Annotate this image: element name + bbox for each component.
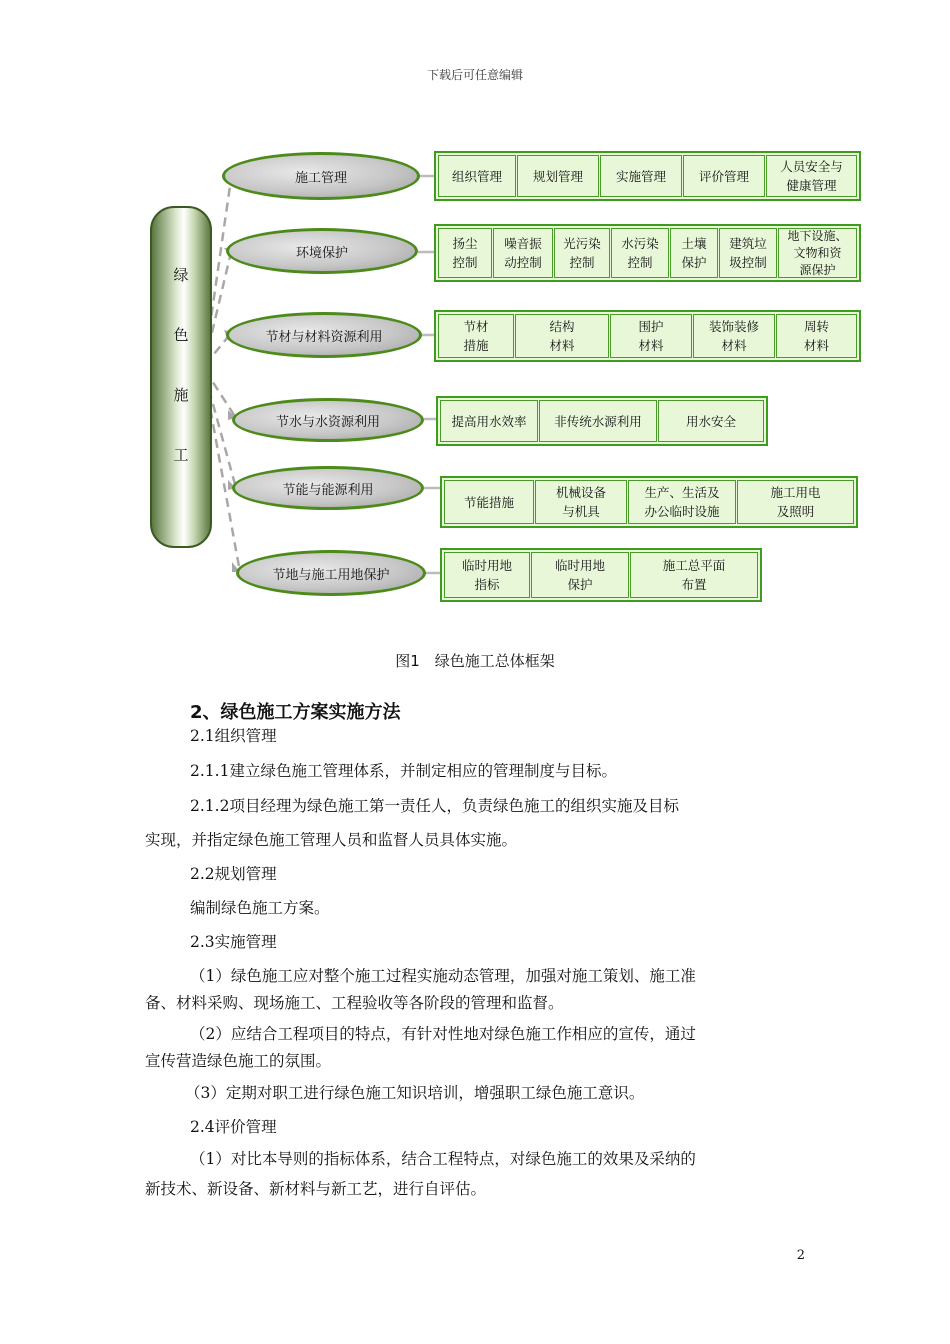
item-box: 光污染 控制 [554,228,610,278]
branch-land-saving [236,550,426,596]
item-box: 实施管理 [600,155,682,197]
item-box: 施工总平面 布置 [630,552,758,598]
branch-items-row [440,548,762,602]
item-box: 评价管理 [683,155,765,197]
root-char: 绿 [173,266,189,284]
item-box: 施工用电 及照明 [737,480,854,524]
item-box: 生产、生活及 办公临时设施 [628,480,736,524]
branch-label: 环境保护 [295,245,348,261]
paragraph: 2.1.2项目经理为绿色施工第一责任人，负责绿色施工的组织实施及目标 [190,797,679,815]
item-box: 节材 措施 [438,314,514,358]
item-box: 地下设施、 文物和资 源保护 [778,228,857,278]
figure-caption: 图1 绿色施工总体框架 [395,652,555,670]
framework-diagram [0,0,950,640]
page-header: 下载后可任意编辑 [426,68,523,82]
paragraph: 宣传营造绿色施工的氛围。 [145,1052,332,1070]
branch-construction-management [222,152,420,200]
item-box: 用水安全 [658,400,764,442]
branch-label: 施工管理 [294,170,347,186]
item-box: 组织管理 [438,155,516,197]
branch-material-saving [226,312,422,358]
item-box: 人员安全与 健康管理 [766,155,857,197]
item-box: 临时用地 保护 [531,552,629,598]
page-number: 2 [796,1248,805,1263]
item-box: 非传统水源利用 [539,400,657,442]
subheading: 2.2规划管理 [190,865,277,883]
branch-environmental-protection [226,228,418,274]
subheading: 2.3实施管理 [190,933,277,951]
root-char: 工 [173,446,189,464]
paragraph: （1）对比本导则的指标体系，结合工程特点，对绿色施工的效果及采纳的 [190,1150,696,1168]
branch-water-saving [232,398,424,442]
branch-items-row [434,310,861,362]
branch-items-row [436,396,768,446]
item-box: 结构 材料 [515,314,609,358]
paragraph: 编制绿色施工方案。 [190,899,330,917]
item-box: 周转 材料 [776,314,857,358]
branch-items-row [434,224,861,282]
item-box: 扬尘 控制 [438,228,492,278]
branch-energy-saving [232,466,424,510]
item-box: 临时用地 指标 [444,552,530,598]
root-char: 色 [173,326,189,344]
item-box: 围护 材料 [610,314,692,358]
branch-label: 节地与施工用地保护 [272,567,390,583]
item-box: 机械设备 与机具 [535,480,627,524]
item-box: 规划管理 [517,155,599,197]
paragraph: 备、材料采购、现场施工、工程验收等各阶段的管理和监督。 [145,994,564,1012]
item-box: 装饰装修 材料 [693,314,775,358]
subheading: 2.4评价管理 [190,1118,277,1136]
item-box: 土壤 保护 [670,228,718,278]
subheading: 2.1组织管理 [190,727,277,745]
paragraph: 实现，并指定绿色施工管理人员和监督人员具体实施。 [145,831,518,849]
item-box: 噪音振 动控制 [493,228,553,278]
root-node-green-construction [150,206,212,548]
item-box: 水污染 控制 [611,228,669,278]
paragraph: （2）应结合工程项目的特点，有针对性地对绿色施工作相应的宣传，通过 [190,1025,696,1043]
section-title: 2、绿色施工方案实施方法 [190,702,401,723]
branch-label: 节能与能源利用 [282,482,374,498]
paragraph: （1）绿色施工应对整个施工过程实施动态管理，加强对施工策划、施工准 [190,967,696,985]
item-box: 提高用水效率 [440,400,538,442]
paragraph: （3）定期对职工进行绿色施工知识培训，增强职工绿色施工意识。 [185,1084,645,1102]
paragraph: 新技术、新设备、新材料与新工艺，进行自评估。 [145,1180,487,1198]
branch-items-row [434,151,861,201]
branch-label: 节材与材料资源利用 [265,329,383,345]
root-char: 施 [173,386,189,404]
item-box: 节能措施 [444,480,534,524]
branch-label: 节水与水资源利用 [275,414,380,430]
branch-items-row [440,476,858,528]
item-box: 建筑垃 圾控制 [719,228,777,278]
paragraph: 2.1.1建立绿色施工管理体系，并制定相应的管理制度与目标。 [190,762,617,780]
